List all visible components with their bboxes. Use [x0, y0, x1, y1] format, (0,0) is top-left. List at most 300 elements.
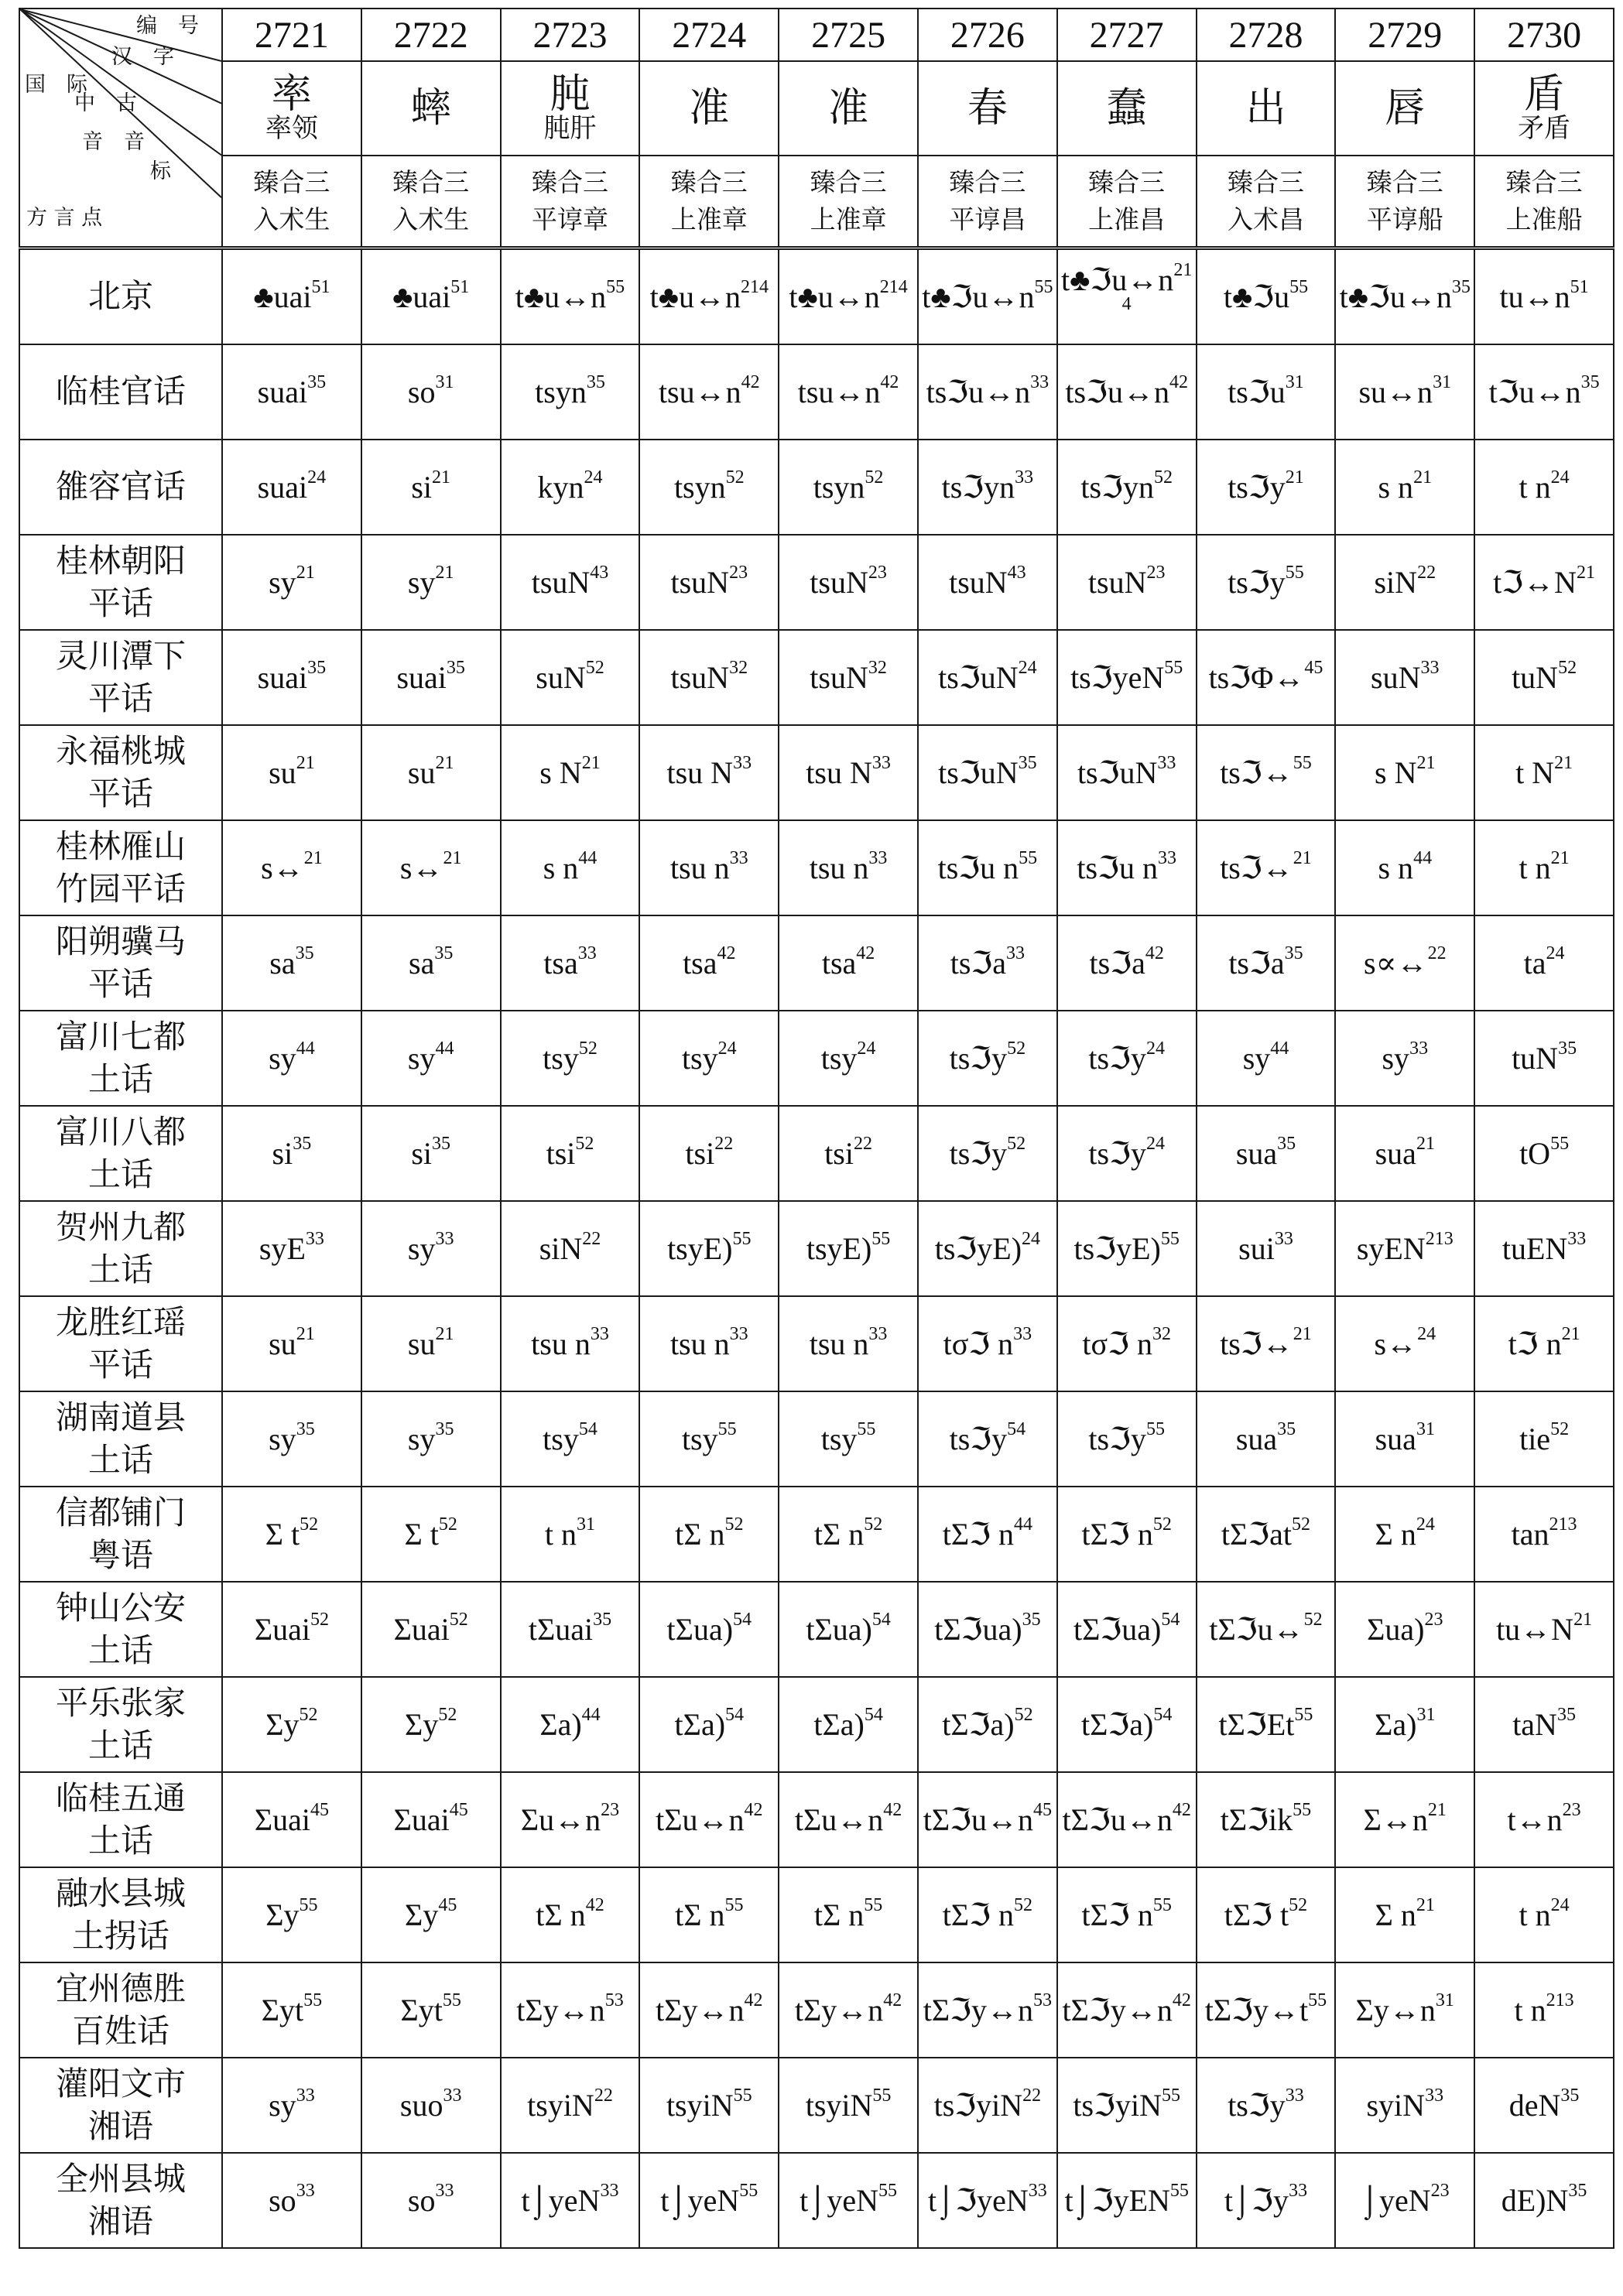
tone-value: 55	[717, 1418, 737, 1439]
tone-value: 55	[1289, 276, 1309, 297]
pronunciation-text: tΣua)	[666, 1611, 734, 1647]
pronunciation-cell	[1197, 1867, 1336, 1962]
tone-value: 52	[1303, 1609, 1323, 1630]
pronunciation-cell	[779, 725, 918, 820]
pronunciation-text: s n	[543, 850, 579, 885]
pronunciation-text: tsuN	[949, 564, 1008, 600]
tone-value: 24	[584, 467, 603, 488]
pronunciation-cell	[918, 344, 1057, 440]
dialect-place-line: 土话	[87, 1250, 153, 1288]
dialect-place	[19, 820, 222, 915]
character-row	[19, 61, 1614, 156]
tone-value: 55	[857, 1418, 876, 1439]
tone-value: 43	[1007, 562, 1026, 583]
dialect-place-line: 平话	[87, 679, 153, 717]
pronunciation-cell	[639, 1962, 779, 2058]
pronunciation-text: so	[407, 374, 436, 409]
tone-value: 42	[856, 943, 875, 963]
pronunciation-text: tsℑyeN	[1070, 659, 1165, 695]
pronunciation-text: tsy	[681, 1040, 718, 1076]
pronunciation-cell	[501, 248, 640, 345]
middle-label: 中 古	[74, 91, 137, 115]
pronunciation-cell	[1474, 344, 1614, 440]
pronunciation-cell	[1197, 248, 1336, 345]
pronunciation-text: tσℑ n	[1082, 1326, 1152, 1361]
column-middle-chinese	[1474, 156, 1614, 248]
dialect-place	[19, 1391, 222, 1487]
dialect-place	[19, 1296, 222, 1391]
pronunciation-cell	[779, 1867, 918, 1962]
pronunciation-text: Σa)	[1375, 1706, 1417, 1742]
pronunciation-text: tΣℑat	[1221, 1516, 1293, 1552]
tone-value: 44	[296, 1038, 315, 1059]
tone-value: 52	[1007, 1133, 1026, 1154]
tone-value: 35	[1277, 1418, 1296, 1439]
pronunciation-text: tsu↔n	[658, 374, 741, 409]
pronunciation-text: tΣ n	[675, 1897, 725, 1932]
dialect-row	[19, 1867, 1614, 1962]
column-character-cell	[779, 61, 918, 156]
pronunciation-text: t↔n	[1507, 1802, 1563, 1837]
pronunciation-text: tΣℑ n	[1081, 1516, 1153, 1552]
pronunciation-cell	[501, 1391, 640, 1487]
tone-value: 33	[305, 1228, 324, 1249]
pronunciation-text: Σy	[405, 1706, 439, 1742]
tone-value: 52	[724, 1514, 744, 1535]
tone-value: 52	[1014, 1704, 1033, 1725]
pronunciation-cell	[1474, 1201, 1614, 1296]
pronunciation-text: tsℑa	[1228, 945, 1285, 980]
pronunciation-text: sy	[269, 564, 296, 600]
tone-value: 42	[883, 1990, 902, 2010]
pronunciation-cell	[1197, 344, 1336, 440]
pronunciation-text: tsa	[821, 945, 857, 980]
pronunciation-cell	[779, 535, 918, 630]
pronunciation-text: tsℑu n	[937, 850, 1019, 885]
dialect-place-line: 土话	[87, 1440, 153, 1479]
dialect-place	[19, 2153, 222, 2248]
pronunciation-cell	[779, 1962, 918, 2058]
tone-value: 54	[1161, 1609, 1180, 1630]
pronunciation-text: tsℑu↔n	[926, 374, 1031, 409]
pronunciation-cell	[1057, 2153, 1197, 2248]
tone-value: 55	[1145, 1418, 1165, 1439]
tone-value: 32	[1152, 1323, 1171, 1344]
tone-value: 44	[1014, 1514, 1033, 1535]
tone-value: 55	[864, 1894, 883, 1915]
tone-value: 35	[1568, 2180, 1587, 2201]
tone-value: 33	[1015, 467, 1034, 488]
pronunciation-cell	[779, 915, 918, 1011]
tone-value: 213	[1425, 1228, 1454, 1249]
pronunciation-cell	[1057, 915, 1197, 1011]
phonetic-label: 音 音	[82, 130, 145, 154]
pronunciation-text: tsu n	[809, 1326, 869, 1361]
tone-value: 52	[1558, 657, 1577, 678]
tone-value: 45	[449, 1799, 468, 1820]
pronunciation-text: tsℑu↔n	[1065, 374, 1169, 409]
column-middle-chinese	[779, 156, 918, 248]
middle-chinese-row	[19, 156, 1614, 248]
pronunciation-cell	[1335, 1677, 1474, 1772]
tone-value: 24	[857, 1038, 876, 1059]
tone-value: 33	[296, 2180, 315, 2201]
column-character: 出	[1245, 84, 1286, 132]
pronunciation-text: t n	[1519, 469, 1551, 505]
pronunciation-cell	[918, 2153, 1057, 2248]
dialect-place-line: 土拐话	[71, 1916, 169, 1955]
tone-value: 42	[585, 1894, 604, 1915]
dialect-row	[19, 1201, 1614, 1296]
tone-value: 214	[740, 276, 769, 297]
tone-value: 52	[1007, 1038, 1026, 1059]
pronunciation-text: tuEN	[1501, 1230, 1568, 1266]
pronunciation-text: sa	[269, 945, 296, 980]
pronunciation-cell	[1197, 915, 1336, 1011]
tone-value: 42	[744, 1990, 763, 2010]
pronunciation-cell	[1335, 725, 1474, 820]
tone-value: 55	[1308, 1990, 1327, 2010]
pronunciation-text: tsyn	[673, 469, 726, 505]
tone-value: 33	[1285, 2085, 1304, 2106]
pronunciation-text: tsℑy	[949, 1135, 1008, 1171]
pronunciation-text: tΣ n	[813, 1897, 865, 1932]
pronunciation-text: ⌡yeN	[1360, 2182, 1431, 2218]
tone-value: 35	[1558, 1038, 1577, 1059]
pronunciation-text: sua	[1375, 1135, 1416, 1171]
pronunciation-text: Σuai	[254, 1802, 310, 1837]
pronunciation-text: tsℑa	[1089, 945, 1145, 980]
tone-value: 21	[581, 752, 601, 773]
pronunciation-text: t♣ℑu↔n	[1339, 279, 1452, 314]
dialect-row	[19, 1487, 1614, 1582]
dialect-row	[19, 535, 1614, 630]
tone-value: 22	[853, 1133, 872, 1154]
pronunciation-text: so	[269, 2182, 296, 2218]
tone-value: 21	[1293, 1323, 1312, 1344]
pronunciation-cell	[222, 1296, 361, 1391]
pronunciation-text: t n	[1519, 850, 1551, 885]
dialect-row	[19, 1106, 1614, 1201]
tone-value: 55	[1019, 847, 1038, 868]
tone-value: 52	[449, 1609, 468, 1630]
middle-chinese-rhyme: 臻合三	[949, 167, 1026, 198]
pronunciation-cell	[1197, 1677, 1336, 1772]
pronunciation-text: Σuai	[393, 1802, 450, 1837]
tone-value: 55	[1293, 1799, 1312, 1820]
pronunciation-text: su↔n	[1358, 374, 1433, 409]
pronunciation-cell	[918, 820, 1057, 915]
pronunciation-text: tℑ↔N	[1493, 564, 1577, 600]
dialect-place-line: 富川七都	[55, 1017, 186, 1056]
pronunciation-text: tsℑy	[949, 1040, 1008, 1076]
tone-value: 54	[864, 1704, 883, 1725]
pronunciation-text: tsℑuN	[1077, 754, 1158, 790]
pronunciation-text: s∝↔	[1363, 945, 1428, 980]
pronunciation-text: syE	[259, 1230, 306, 1266]
pronunciation-text: suN	[536, 659, 586, 695]
pronunciation-text: dE)N	[1501, 2182, 1569, 2218]
pronunciation-text: tsℑy	[1088, 1135, 1146, 1171]
pronunciation-cell	[222, 630, 361, 725]
pronunciation-text: tΣℑ n	[942, 1516, 1015, 1552]
pronunciation-cell	[1197, 725, 1336, 820]
tone-value: 24	[1145, 1133, 1165, 1154]
tone-value: 42	[880, 371, 899, 392]
pronunciation-text: tsi	[546, 1135, 576, 1171]
tone-value: 23	[601, 1799, 620, 1820]
pronunciation-cell	[222, 1867, 361, 1962]
pronunciation-cell	[1335, 535, 1474, 630]
pronunciation-cell	[1335, 440, 1474, 535]
tone-value: 33	[1567, 1228, 1587, 1249]
pronunciation-text: tΣℑ n	[942, 1897, 1015, 1932]
middle-chinese-initial: 上准章	[670, 204, 748, 234]
pronunciation-text: sy	[269, 1040, 296, 1076]
column-character: 率	[271, 70, 312, 118]
pronunciation-text: tΣu↔n	[656, 1802, 745, 1837]
pronunciation-cell	[1474, 1011, 1614, 1106]
pronunciation-text: tsyiN	[666, 2087, 734, 2123]
tone-value: 23	[1146, 562, 1166, 583]
pronunciation-text: tΣu↔n	[794, 1802, 884, 1837]
pronunciation-text: tsℑ↔	[1220, 754, 1293, 790]
pronunciation-text: su	[269, 754, 296, 790]
pronunciation-text: ♣uai	[253, 279, 312, 314]
pronunciation-text: sy	[407, 1040, 436, 1076]
pronunciation-cell	[222, 915, 361, 1011]
pronunciation-cell	[361, 2153, 501, 2248]
tone-value: 52	[300, 1514, 319, 1535]
column-character: 蠢	[1106, 84, 1147, 132]
tone-value: 35	[296, 1418, 315, 1439]
tone-value: 54	[1007, 1418, 1026, 1439]
pronunciation-cell	[361, 2058, 501, 2153]
dialect-row	[19, 1677, 1614, 1772]
pronunciation-cell	[361, 440, 501, 535]
column-number: 2726	[918, 9, 1057, 61]
dialect-row	[19, 1582, 1614, 1677]
tone-value: 35	[1277, 1133, 1296, 1154]
dialect-place-line: 灵川潭下	[55, 636, 186, 675]
pronunciation-text: tO	[1519, 1135, 1551, 1171]
pronunciation-cell	[639, 1772, 779, 1867]
pronunciation-text: ta	[1523, 945, 1546, 980]
pronunciation-text: suai	[396, 659, 447, 695]
pronunciation-cell	[639, 1296, 779, 1391]
pronunciation-cell	[1474, 915, 1614, 1011]
pronunciation-cell	[1474, 725, 1614, 820]
pronunciation-text: tsℑyiN	[933, 2087, 1023, 2123]
tone-value: 21	[1413, 467, 1433, 488]
middle-chinese-rhyme: 臻合三	[253, 167, 330, 198]
pronunciation-cell	[1474, 535, 1614, 630]
dialect-place	[19, 1867, 222, 1962]
tone-value: 21	[443, 847, 462, 868]
pronunciation-cell	[1335, 1011, 1474, 1106]
tone-value: 33	[1013, 1323, 1032, 1344]
tone-value: 22	[1022, 2085, 1042, 2106]
tone-value: 33	[435, 2180, 454, 2201]
pronunciation-cell	[639, 344, 779, 440]
mark-label: 标	[150, 159, 171, 183]
pronunciation-text: Σuai	[393, 1611, 450, 1647]
column-number: 2728	[1197, 9, 1336, 61]
pronunciation-cell	[361, 1677, 501, 1772]
pronunciation-cell	[1474, 1772, 1614, 1867]
middle-chinese-initial: 入术生	[392, 204, 470, 234]
tone-value: 21	[1416, 1133, 1435, 1154]
pronunciation-cell	[361, 344, 501, 440]
pronunciation-text: t♣ℑu	[1223, 279, 1290, 314]
tone-value: 55	[606, 276, 625, 297]
tone-value: 54	[725, 1704, 745, 1725]
pronunciation-text: t⌡ℑyEN	[1064, 2182, 1170, 2218]
pronunciation-cell	[918, 725, 1057, 820]
pronunciation-text: s↔	[399, 850, 443, 885]
pronunciation-cell	[222, 1962, 361, 2058]
pronunciation-cell	[1335, 2058, 1474, 2153]
tone-value: 52	[438, 1514, 457, 1535]
dialect-place-line: 土话	[87, 1059, 153, 1098]
pronunciation-cell	[1057, 725, 1197, 820]
pronunciation-cell	[1474, 440, 1614, 535]
dialect-place-line: 桂林朝阳	[55, 541, 186, 580]
column-character-cell	[1057, 61, 1197, 156]
middle-chinese-initial: 平谆船	[1366, 204, 1443, 234]
pronunciation-cell	[1335, 344, 1474, 440]
dialect-place-line: 灌阳文市	[55, 2064, 186, 2103]
pronunciation-cell	[779, 2058, 918, 2153]
tone-value: 31	[1285, 371, 1304, 392]
tone-value: 24	[1550, 1894, 1570, 1915]
tone-value: 55	[1152, 1894, 1172, 1915]
pronunciation-cell	[501, 440, 640, 535]
pronunciation-cell	[918, 1296, 1057, 1391]
pronunciation-text: Σ n	[1375, 1516, 1416, 1552]
pronunciation-text: tsℑy	[1088, 1421, 1146, 1456]
column-number: 2723	[501, 9, 640, 61]
pronunciation-text: Σ t	[265, 1516, 300, 1552]
dialect-place-line: 全州县城	[55, 2159, 186, 2198]
pronunciation-cell	[1474, 1391, 1614, 1487]
dialect-place	[19, 2058, 222, 2153]
column-character-cell	[918, 61, 1057, 156]
pronunciation-text: t⌡ℑy	[1224, 2182, 1289, 2218]
pronunciation-text: tsℑyn	[941, 469, 1015, 505]
pronunciation-cell	[1057, 344, 1197, 440]
dialect-row	[19, 1391, 1614, 1487]
pronunciation-text: sua	[1375, 1421, 1416, 1456]
dialect-place-line: 北京	[87, 277, 153, 316]
pronunciation-text: suai	[257, 659, 308, 695]
dialect-place-line: 平话	[87, 583, 153, 622]
column-character-cell	[1197, 61, 1336, 156]
pronunciation-text: tΣa)	[813, 1706, 865, 1742]
tone-value: 35	[1284, 943, 1303, 963]
tone-value: 52	[1289, 1894, 1308, 1915]
pronunciation-text: tsu N	[806, 754, 872, 790]
pronunciation-cell	[501, 1296, 640, 1391]
pronunciation-text: sua	[1235, 1135, 1278, 1171]
pronunciation-text: tsuN	[670, 659, 730, 695]
pronunciation-cell	[222, 1011, 361, 1106]
pronunciation-cell	[779, 344, 918, 440]
tone-value: 52	[1550, 1418, 1570, 1439]
tone-value: 52	[864, 1514, 883, 1535]
pronunciation-text: tΣℑua)	[934, 1611, 1022, 1647]
dialect-place-line: 永福桃城	[55, 731, 186, 770]
tone-value: 52	[1014, 1894, 1033, 1915]
dialect-place-line: 雒容官话	[55, 467, 186, 506]
tone-value: 21	[1561, 1323, 1580, 1344]
dialect-row	[19, 915, 1614, 1011]
pronunciation-text: Σy	[405, 1897, 439, 1932]
pronunciation-cell	[1057, 248, 1197, 345]
tone-value: 44	[581, 1704, 601, 1725]
pronunciation-text: suN	[1371, 659, 1421, 695]
pronunciation-cell	[1057, 1296, 1197, 1391]
tone-value: 21	[296, 562, 315, 583]
tone-value: 55	[303, 1990, 323, 2010]
pronunciation-cell	[779, 440, 918, 535]
tone-value: 35	[293, 1133, 312, 1154]
pronunciation-text: tΣℑy↔t	[1204, 1992, 1309, 2027]
tone-value: 35	[307, 371, 327, 392]
dialect-table-page	[19, 8, 1613, 2249]
column-number: 2721	[222, 9, 361, 61]
tone-value: 23	[1424, 1609, 1443, 1630]
pronunciation-cell	[501, 630, 640, 725]
pronunciation-cell	[222, 820, 361, 915]
dialect-place-line: 宜州德胜	[55, 1969, 186, 2007]
pronunciation-cell	[918, 1391, 1057, 1487]
pronunciation-text: suo	[399, 2087, 443, 2123]
tone-value: 33	[577, 943, 597, 963]
pronunciation-text: tsa	[543, 945, 578, 980]
pronunciation-text: tsi	[685, 1135, 715, 1171]
pronunciation-cell	[1057, 1487, 1197, 1582]
tone-value: 33	[1028, 2180, 1047, 2201]
pronunciation-text: suai	[257, 469, 308, 505]
pronunciation-text: si	[411, 1135, 433, 1171]
dialect-place	[19, 1962, 222, 2058]
pronunciation-cell	[501, 2058, 640, 2153]
dialect-row	[19, 2153, 1614, 2248]
pronunciation-cell	[1057, 1582, 1197, 1677]
pronunciation-cell	[501, 535, 640, 630]
tone-value: 21	[296, 752, 315, 773]
tone-value: 55	[878, 2180, 898, 2201]
dialect-place-line: 富川八都	[55, 1112, 186, 1151]
pronunciation-text: tsℑyn	[1080, 469, 1154, 505]
pronunciation-cell	[1197, 1296, 1336, 1391]
pronunciation-cell	[1197, 1582, 1336, 1677]
dialect-comparison-table	[19, 8, 1614, 2249]
pronunciation-cell	[361, 1201, 501, 1296]
pronunciation-cell	[1197, 2058, 1336, 2153]
place-label: 方 言 点	[26, 206, 103, 230]
dialect-row	[19, 1011, 1614, 1106]
dialect-row	[19, 2058, 1614, 2153]
pronunciation-cell	[501, 820, 640, 915]
tone-value: 24	[1145, 1038, 1165, 1059]
tone-value: 21	[1573, 1609, 1593, 1630]
pronunciation-cell	[779, 820, 918, 915]
pronunciation-text: s N	[1375, 754, 1417, 790]
pronunciation-text: suai	[257, 374, 308, 409]
pronunciation-cell	[918, 248, 1057, 345]
